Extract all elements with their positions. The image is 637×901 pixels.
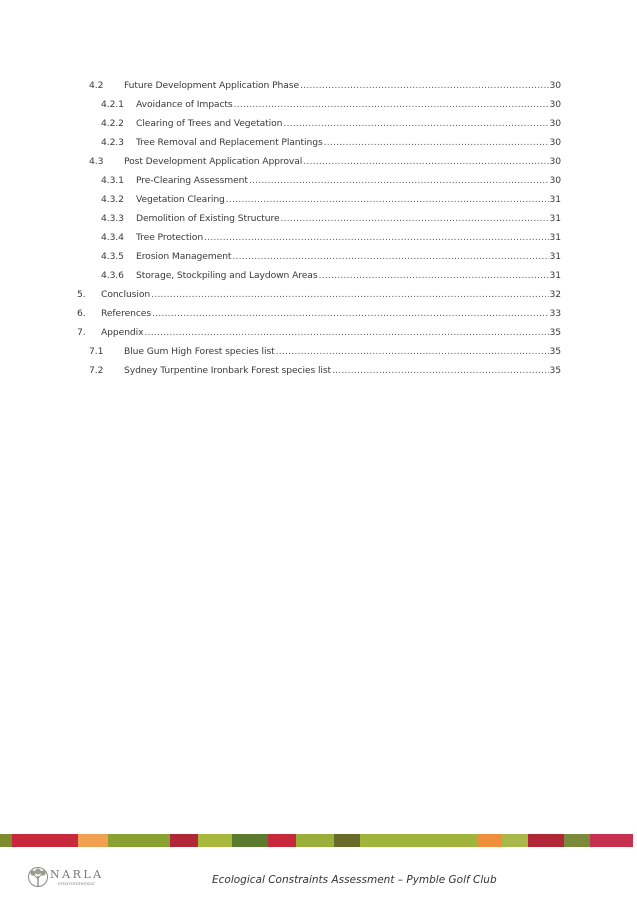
toc-entry[interactable] [101,171,561,187]
toc-entry[interactable] [101,133,561,149]
toc-leader [152,308,548,320]
toc-entry[interactable] [101,190,561,206]
toc-entry-page: 31 [549,270,561,281]
toc-entry[interactable] [77,285,561,301]
toc-entry[interactable] [89,361,561,377]
color-segment [296,834,334,847]
toc-entry-page: 30 [549,80,561,91]
toc-entry[interactable] [77,304,561,320]
toc-entry-page: 35 [549,327,561,338]
tree-icon [29,868,48,887]
toc-entry-title: Storage, Stockpiling and Laydown Areas [136,270,318,281]
toc-leader [283,118,548,130]
color-segment [232,834,268,847]
toc-entry-number: 4.3.3 [101,213,124,224]
footer-color-bar [0,834,637,847]
toc-leader [204,232,548,244]
toc-leader [300,80,548,92]
toc-entry-title: Demolition of Existing Structure [136,213,280,224]
toc-entry-title: Post Development Application Approval [124,156,303,167]
color-segment [198,834,232,847]
toc-entry-number: 4.2.3 [101,137,124,148]
toc-entry[interactable] [89,76,561,92]
toc-entry-title: Appendix [101,327,144,338]
toc-entry-page: 30 [549,99,561,110]
toc-leader [226,194,549,206]
toc-entry-title: Conclusion [101,289,151,300]
color-segment [502,834,528,847]
toc-entry[interactable] [101,228,561,244]
toc-leader [319,270,549,282]
toc-leader [249,175,549,187]
toc-entry-title: References [101,308,152,319]
toc-entry-page: 32 [549,289,561,300]
color-segment [78,834,108,847]
toc-entry-number: 6. [77,308,86,319]
toc-entry[interactable] [101,95,561,111]
color-segment [528,834,564,847]
toc-entry-title: Tree Removal and Replacement Plantings [136,137,323,148]
toc-entry-page: 31 [549,194,561,205]
toc-entry[interactable] [101,114,561,130]
toc-entry-number: 7. [77,327,86,338]
color-segment [478,834,502,847]
toc-entry-page: 30 [549,137,561,148]
toc-entry-page: 35 [549,346,561,357]
footer-document-title: Ecological Constraints Assessment – Pymble Golf Club [212,874,497,886]
color-segment [360,834,478,847]
toc-entry-page: 30 [549,118,561,129]
toc-entry-title: Tree Protection [136,232,204,243]
toc-entry[interactable] [89,152,561,168]
toc-entry-number: 4.2.1 [101,99,124,110]
toc-entry-number: 7.1 [89,346,104,357]
color-segment [108,834,170,847]
toc-entry[interactable] [89,342,561,358]
toc-entry-page: 30 [549,156,561,167]
toc-entry-number: 4.3.1 [101,175,124,186]
toc-entry-number: 4.3.4 [101,232,124,243]
toc-entry-page: 31 [549,213,561,224]
toc-entry-number: 4.3 [89,156,104,167]
color-segment [12,834,78,847]
toc-entry[interactable] [101,266,561,282]
toc-entry-title: Pre-Clearing Assessment [136,175,248,186]
color-segment [334,834,360,847]
toc-entry-number: 4.3.6 [101,270,124,281]
toc-leader [234,99,549,111]
logo-subtitle: environmental [58,881,95,887]
toc-entry[interactable] [101,209,561,225]
toc-leader [144,327,548,339]
toc-entry-number: 4.2.2 [101,118,124,129]
toc-entry-number: 4.2 [89,80,104,91]
toc-leader [276,346,549,358]
color-segment [564,834,590,847]
toc-entry-title: Blue Gum High Forest species list [124,346,275,357]
toc-entry-number: 7.2 [89,365,104,376]
toc-entry[interactable] [77,323,561,339]
toc-leader [332,365,548,377]
color-segment [590,834,633,847]
toc-entry[interactable] [101,247,561,263]
color-segment [268,834,296,847]
toc-leader [281,213,549,225]
toc-entry-title: Avoidance of Impacts [136,99,233,110]
toc-entry-title: Erosion Management [136,251,232,262]
toc-entry-page: 31 [549,232,561,243]
toc-entry-page: 35 [549,365,561,376]
toc-entry-page: 33 [549,308,561,319]
toc-leader [151,289,548,301]
toc-entry-title: Future Development Application Phase [124,80,300,91]
logo-wordmark: NARLA [50,868,104,881]
toc-entry-title: Clearing of Trees and Vegetation [136,118,283,129]
toc-entry-number: 5. [77,289,86,300]
toc-entry-page: 31 [549,251,561,262]
toc-entry-number: 4.3.5 [101,251,124,262]
toc-leader [303,156,548,168]
toc-leader [232,251,548,263]
toc-entry-number: 4.3.2 [101,194,124,205]
toc-entry-title: Vegetation Clearing [136,194,225,205]
toc-leader [324,137,549,149]
toc-entry-page: 30 [549,175,561,186]
toc-entry-title: Sydney Turpentine Ironbark Forest species list [124,365,332,376]
color-segment [170,834,198,847]
color-segment [0,834,12,847]
